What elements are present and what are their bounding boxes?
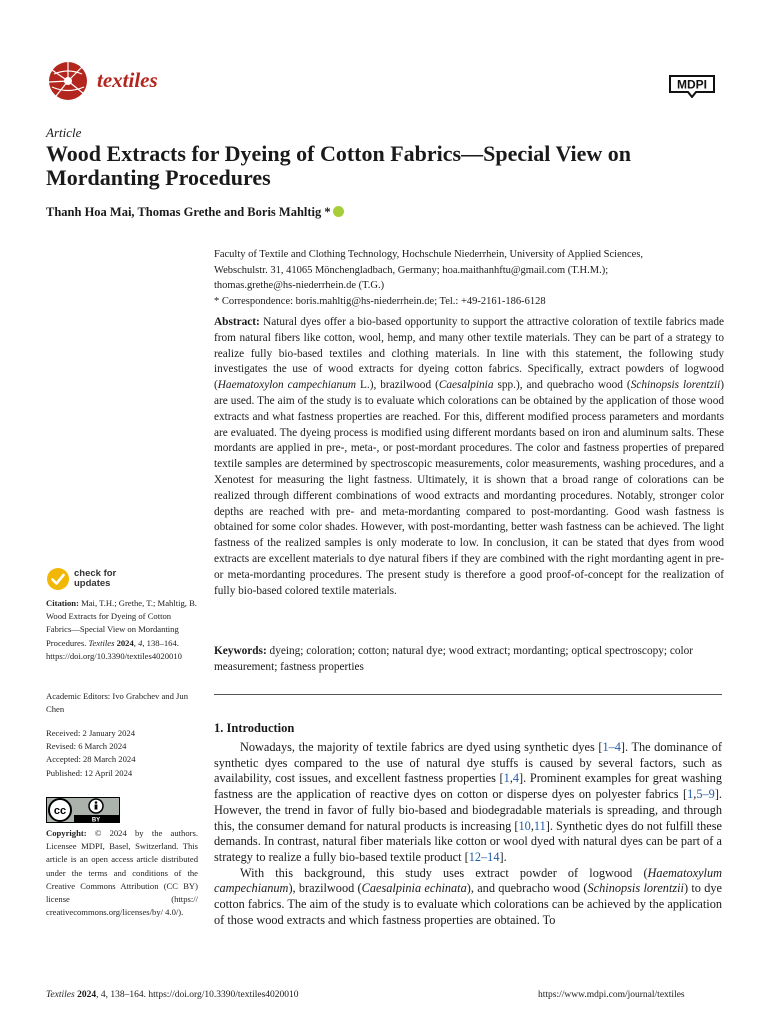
text: With this background, this study uses extract powder of logwood ( (240, 865, 648, 880)
footer-year: 2024 (74, 990, 97, 1000)
footer-journal-url[interactable]: https://www.mdpi.com/journal/textiles (538, 990, 685, 1000)
affiliation-line: Webschulstr. 31, 41065 Mönchengladbach, Germany; hoa.maithanhftu@gmail.com (T.H.M.); (214, 264, 609, 276)
mdpi-logo[interactable] (666, 72, 718, 98)
text: , (509, 771, 513, 786)
check-updates-icon (46, 567, 70, 591)
citation-label: Citation: (46, 598, 79, 608)
check-updates-line1: check for (74, 568, 117, 579)
text: ) to dye cotton fabrics. The aim of the study is to evaluate which colorations can be achieved by the application of those wood extracts and which fastness properties are obtained. To (214, 881, 723, 927)
introduction-heading: 1. Introduction (214, 721, 295, 735)
authors-text: Thanh Hoa Mai, Thomas Grethe and Boris Mahltig * (46, 205, 331, 219)
copyright-label: Copyright: (46, 828, 87, 838)
reference-link[interactable]: 11 (533, 818, 546, 833)
abstract-text: spp.), and quebracho wood ( (493, 379, 631, 392)
footer-journal: Textiles (46, 990, 75, 1000)
published-date: Published: 12 April 2024 (46, 767, 133, 778)
abstract-label: Abstract: (214, 316, 260, 328)
keywords-label: Keywords: (214, 645, 267, 657)
text: , (530, 818, 534, 833)
reference-link[interactable]: 1–4 (602, 740, 621, 754)
affiliations (214, 247, 724, 309)
mdpi-logo-text: MDPI (677, 77, 707, 92)
text: ]. (499, 849, 507, 864)
text: ), and quebracho wood ( (466, 881, 588, 896)
footer-reference[interactable]: , 4, 138–164. https://doi.org/10.3390/textiles4020010 (96, 990, 299, 1000)
copyright-text: © 2024 by the authors. Licensee MDPI, Basel, Switzerland. This article is an open access article distributed under the terms and conditions of the Creative Commons Attribution (CC BY) license (https:// creativecommons.org/licenses/by/ 4.0/). (46, 828, 198, 918)
article-type: Article (46, 125, 82, 140)
affiliation-line: thomas.grethe@hs-niederrhein.de (T.G.) (214, 280, 385, 291)
citation-text: Mai, T.H.; Grethe, T.; Mahltig, B. Wood Extracts for Dyeing of Cotton Fabrics—Special View on Mordanting Procedures. (46, 598, 197, 648)
introduction-body (214, 740, 722, 928)
reference-link[interactable]: 12–14 (468, 849, 500, 864)
text: ]. However, the trend in favor of fully bio-based and biodegradable materials is spreading, and through this, the consumer demand for natural products is increasing [ (214, 787, 722, 833)
footer-citation (46, 990, 299, 1000)
citation-volume: , 4 (133, 637, 143, 648)
species-name: Schinopsis lorentzii (630, 379, 721, 392)
article-title: Wood Extracts for Dyeing of Cotton Fabrics—Special View on Mordanting Procedures (46, 141, 632, 190)
paragraph (214, 740, 722, 866)
received-date: Received: 2 January 2024 (46, 728, 136, 738)
affiliation-line: Faculty of Textile and Clothing Technology, Hochschule Niederrhein, University of Applied Sciences, (214, 249, 644, 260)
keywords (214, 644, 724, 676)
section-divider (214, 694, 722, 695)
text: ]. The dominance of synthetic dyes compared to the use of natural dye stuffs is caused by several factors, such as availability, cost issues, and excellent fastness properties [ (214, 740, 722, 786)
copyright-notice (46, 827, 198, 919)
abstract-text: L.), brazilwood ( (356, 379, 439, 392)
reference-link[interactable]: 1 (503, 771, 510, 786)
paragraph (214, 866, 722, 929)
check-updates-line2: updates (74, 578, 111, 589)
citation-year: 2024 (114, 637, 134, 648)
species-name: Haematoxylum campechianum (214, 865, 722, 896)
text: ]. Synthetic dyes do not fulfill these demands. In contrast, natural fiber materials like cotton or wool dyed with natural dyes can be part of a strategy to realize a fully bio-based textile product [ (214, 818, 723, 864)
species-name: Caesalpinia (438, 379, 494, 392)
keywords-text: dyeing; coloration; cotton; natural dye; wood extract; mordanting; optical spectroscopy; color measurement; fastness properties (214, 645, 694, 673)
journal-name: textiles (97, 68, 158, 92)
check-for-updates-button[interactable] (46, 567, 146, 593)
reference-link[interactable]: 5–9 (696, 787, 715, 802)
reference-link[interactable]: 4 (512, 771, 520, 786)
accepted-date: Accepted: 28 March 2024 (46, 754, 136, 765)
abstract-text: ) are used. The aim of the study is to evaluate which colorations can be obtained by the application of those wood extracts and what fastness properties are reached. For this, different modified process parameters and mordants are evaluated. The dyeing process is modified using different mordants based on iron and aluminum salts. These mordants are applied in pre-, meta-, or post-mordant procedures. The color and fastness properties of prepared textile samples are determined by spectroscopic measurements, color measurements, washing procedures, and a Xenotest for measuring the light fastness. Ultimately, it is shown that a broad range of colorations can be realized through different combinations of wood extracts and mordanting procedures. Notably, stronger color depths are reached with pre- and meta-mordanting compared to post-mordanting. Good wash fastness is obtained for some color shades. However, with post-mordanting, better wash fastness can be achieved. The light fastness of the realized samples is only moderate to low. In conclusion, it can be stated that dyes from wood extracts are excellent materials to dye natural fibers if they are combined with the right mordanting agent in pre- or meta-mordanting procedures. The present study is therefore a good proof-of-concept for the realization of fully bio-based colored textile materials. (214, 379, 725, 597)
abstract-text: Natural dyes offer a bio-based opportunity to support the attractive coloration of textile fabrics made from natural fibers like cotton, wool, hemp, and many other textile materials. They can be part of a strategy to realize fully bio-based textiles and clothing materials. In line with this statement, the following study investigates the use of wood extracts for dyeing cotton fabrics. Specifically, extract powders of logwood ( (214, 316, 724, 392)
abstract (214, 315, 724, 599)
citation-journal: Textiles (88, 637, 115, 648)
academic-editors: Academic Editors: Ivo Grabchev and Jun Chen (46, 691, 188, 715)
species-name: Caesalpinia echinata (361, 881, 467, 896)
orcid-icon[interactable] (333, 206, 344, 217)
citation (46, 597, 198, 663)
cc-badge-text: BY (91, 817, 101, 823)
text: ), brazilwood ( (288, 881, 362, 896)
reference-link[interactable]: 10 (518, 818, 531, 833)
species-name: Schinopsis lorentzii (587, 881, 684, 896)
text: ]. Prominent examples for great washing fastness are the application of reactive dyes on cotton or disperse dyes on polyester fabrics [ (214, 771, 722, 802)
species-name: Haematoxylon campechianum (217, 379, 357, 392)
cc-by-license-icon[interactable] (46, 797, 120, 823)
revised-date: Revised: 6 March 2024 (46, 741, 127, 752)
author-list (46, 205, 344, 220)
publication-dates (46, 727, 198, 780)
svg-text:cc: cc (53, 805, 67, 817)
reference-link[interactable]: 1 (687, 787, 694, 802)
textiles-journal-logo (46, 60, 94, 102)
correspondence: * Correspondence: boris.mahltig@hs-niederrhein.de; Tel.: +49-2161-186-6128 (214, 295, 546, 307)
citation-pages: , 138–164. https://doi.org/10.3390/textiles4020010 (46, 637, 182, 661)
text: , (693, 787, 697, 802)
text: Nowadays, the majority of textile fabrics are dyed using synthetic dyes [ (240, 740, 603, 754)
